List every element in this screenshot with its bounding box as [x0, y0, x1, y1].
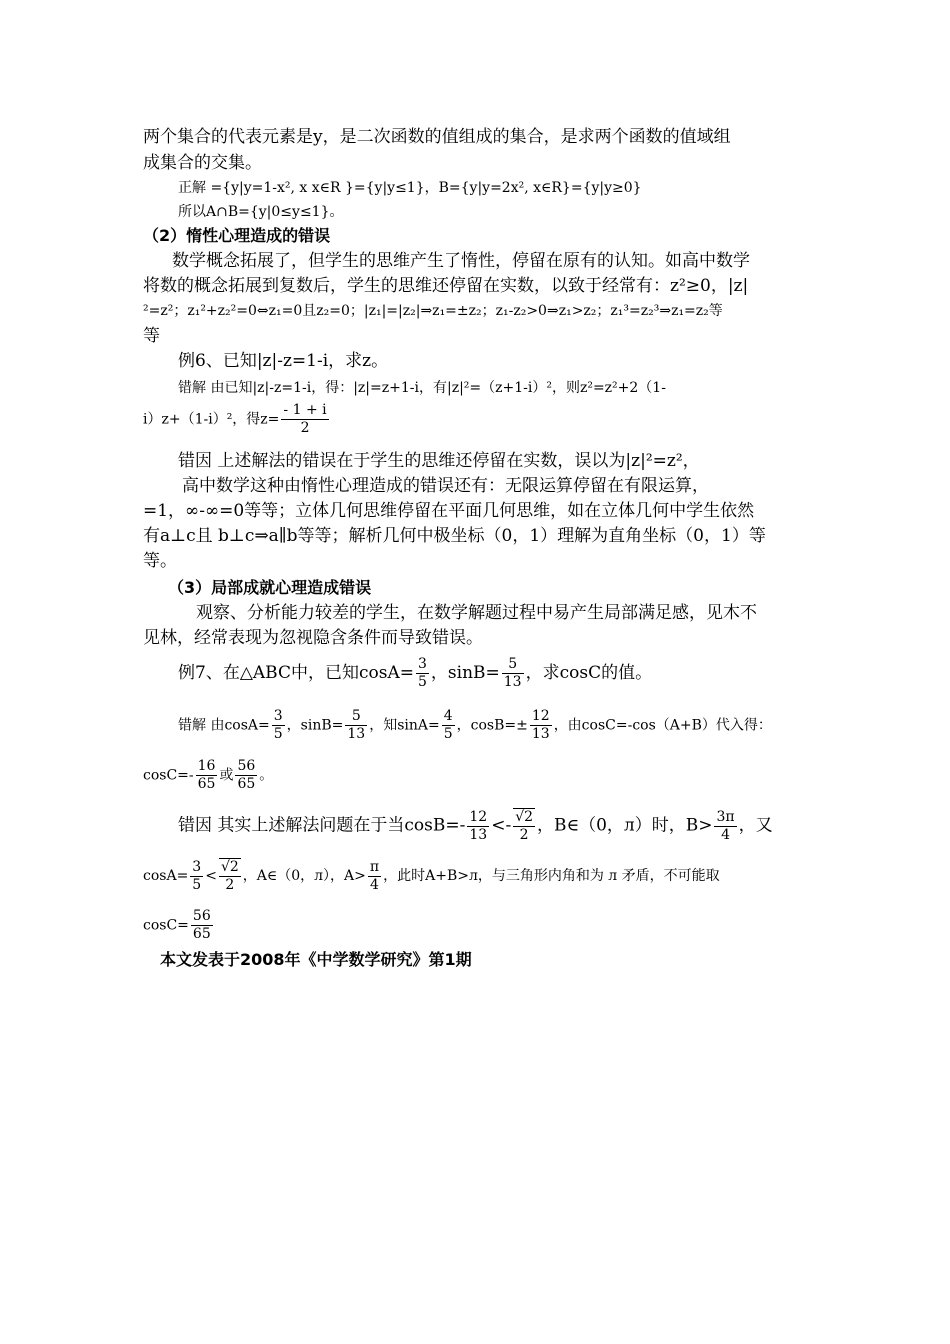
- numerator: 12: [469, 808, 488, 825]
- numerator: 12: [531, 708, 550, 724]
- fraction: [502, 656, 524, 691]
- paragraph-line: 观察、分析能力较差的学生，在数学解题过程中易产生局部满足感，见木不: [196, 603, 757, 623]
- result-text: 或: [219, 767, 234, 784]
- paragraph-line: 成集合的交集。: [143, 153, 262, 173]
- fraction: [191, 908, 213, 943]
- fraction: [530, 708, 552, 743]
- denominator: 5: [192, 876, 202, 893]
- denominator: 5: [417, 674, 427, 690]
- denominator: 2: [300, 420, 310, 436]
- final-line: [143, 908, 215, 943]
- fraction: [272, 708, 285, 743]
- fraction: [442, 708, 455, 743]
- example-7-text: 例7、在△ABC中，已知cosA=: [178, 663, 414, 683]
- wrong-solution-text: i）z+（1-i）²，得z=: [143, 411, 280, 428]
- formula-line: ²=z²；z₁²+z₂²=0⇔z₁=0且z₂=0；|z₁|=|z₂|⇒z₁=±z₂；z₁-z₂>0⇒z₁>z₂；z₁³=z₂³⇒z₁=z₂等: [143, 303, 723, 319]
- numerator: 3: [273, 708, 283, 724]
- cause-text: ，此时A+B>л，与三角形内角和为 л 矛盾，不可能取: [383, 868, 720, 884]
- denominator: 2: [519, 827, 529, 843]
- paragraph-line: 数学概念拓展了，但学生的思维产生了惰性，停留在原有的认知。如高中数学: [172, 251, 750, 271]
- example-6: 例6、已知|z|-z=1-i，求z。: [178, 351, 389, 371]
- fraction: [219, 858, 241, 894]
- paragraph-line: 两个集合的代表元素是y，是二次函数的值组成的集合，是求两个函数的值域组: [143, 127, 731, 147]
- result-line: [143, 758, 273, 793]
- paragraph-line: 等。: [143, 551, 177, 571]
- numerator: 3: [192, 858, 202, 875]
- cause-text: 错因 其实上述解法问题在于当cosB=-: [178, 815, 466, 836]
- numerator: 5: [502, 656, 524, 674]
- cause-text: ，又: [738, 815, 773, 836]
- paragraph-line: =1，∞-∞=0等等；立体几何思维停留在平面几何思维，如在立体几何中学生依然: [143, 501, 755, 521]
- final-text: cosC=: [143, 917, 189, 934]
- denominator: 5: [443, 726, 453, 742]
- denominator: 13: [503, 674, 522, 690]
- paragraph-line: 高中数学这种由惰性心理造成的错误还有：无限运算停留在有限运算，: [182, 476, 709, 496]
- numerator: √2: [515, 809, 534, 825]
- error-cause-7: [178, 808, 773, 844]
- fraction: [513, 808, 535, 844]
- wrong-text: ，cosB=±: [456, 717, 528, 734]
- error-cause: 错因 上述解法的错误在于学生的思维还停留在实数，误以为|z|²=z²，: [178, 451, 700, 471]
- numerator: 3: [417, 656, 427, 672]
- denominator: 2: [225, 877, 235, 893]
- wrong-text: ，sinB=: [286, 717, 344, 734]
- paragraph-line: 有a⊥c且 b⊥c⇒a∥b等等；解析几何中极坐标（0，1）理解为直角坐标（0，1）等: [143, 526, 766, 546]
- numerator: √2: [220, 859, 239, 875]
- fraction: [196, 758, 218, 793]
- numerator: 56: [237, 758, 256, 774]
- denominator: 5: [273, 726, 283, 742]
- fraction: [714, 809, 736, 844]
- conclusion: 所以A∩B={y|0≤y≤1}。: [178, 204, 344, 220]
- publication-note: 本文发表于2008年《中学数学研究》第1期: [160, 950, 472, 969]
- paragraph-line: 等: [143, 326, 160, 346]
- cause-text: <-: [491, 815, 512, 836]
- denominator: 4: [370, 876, 379, 893]
- fraction: [281, 402, 328, 437]
- numerator: 56: [192, 908, 211, 924]
- numerator: π: [369, 858, 380, 875]
- fraction: [416, 656, 429, 691]
- denominator: 65: [192, 926, 211, 942]
- correct-solution: 正解 ={y|y=1-x², x x∈R }={y|y≤1}，B={y|y=2x², x∈R}={y|y≥0}: [178, 180, 642, 196]
- wrong-solution-7: [178, 708, 772, 743]
- numerator: 5: [345, 708, 367, 726]
- result-text: 。: [259, 767, 274, 784]
- denominator: 13: [531, 726, 550, 742]
- numerator: - 1 + i: [283, 402, 327, 418]
- paragraph-line: 将数的概念拓展到复数后，学生的思维还停留在实数，以致于经常有：z²≥0，|z|: [143, 276, 749, 296]
- example-7-text: ，求cosC的值。: [525, 663, 653, 683]
- denominator: 13: [469, 826, 488, 843]
- cause-text: ，B∈（0，л）时，B>: [537, 815, 713, 836]
- cause-text: <: [205, 868, 217, 884]
- wrong-text: 错解 由cosA=: [178, 717, 270, 734]
- fraction: [235, 758, 257, 793]
- example-7-text: ，sinB=: [430, 663, 500, 683]
- section-heading: （3）局部成就心理造成错误: [168, 578, 372, 597]
- denominator: 65: [197, 776, 216, 792]
- fraction: [368, 859, 381, 894]
- fraction: [345, 708, 367, 743]
- paragraph-line: 见林，经常表现为忽视隐含条件而导致错误。: [143, 628, 483, 648]
- error-cause-7-cont: [143, 858, 720, 894]
- wrong-text: ，由cosC=-cos（A+B）代入得：: [553, 717, 772, 734]
- example-7: [178, 656, 652, 691]
- wrong-solution-line: [143, 402, 331, 437]
- wrong-solution-line: 错解 由已知|z|-z=1-i，得：|z|=z+1-i，有|z|²=（z+1-i）²，则z²=z²+2（1-: [178, 380, 666, 396]
- numerator: 16: [197, 758, 216, 774]
- numerator: 3π: [716, 808, 735, 825]
- fraction: [190, 859, 203, 894]
- result-text: cosC=-: [143, 767, 194, 784]
- numerator: 4: [443, 708, 453, 724]
- wrong-text: ，知sinA=: [369, 717, 440, 734]
- denominator: 13: [347, 726, 366, 742]
- section-heading: （2）惰性心理造成的错误: [143, 226, 331, 245]
- cause-text: ，A∈（0，л），A>: [242, 868, 366, 884]
- cause-text: cosA=: [143, 868, 189, 884]
- denominator: 4: [721, 826, 730, 843]
- fraction: [467, 809, 489, 844]
- denominator: 65: [237, 776, 256, 792]
